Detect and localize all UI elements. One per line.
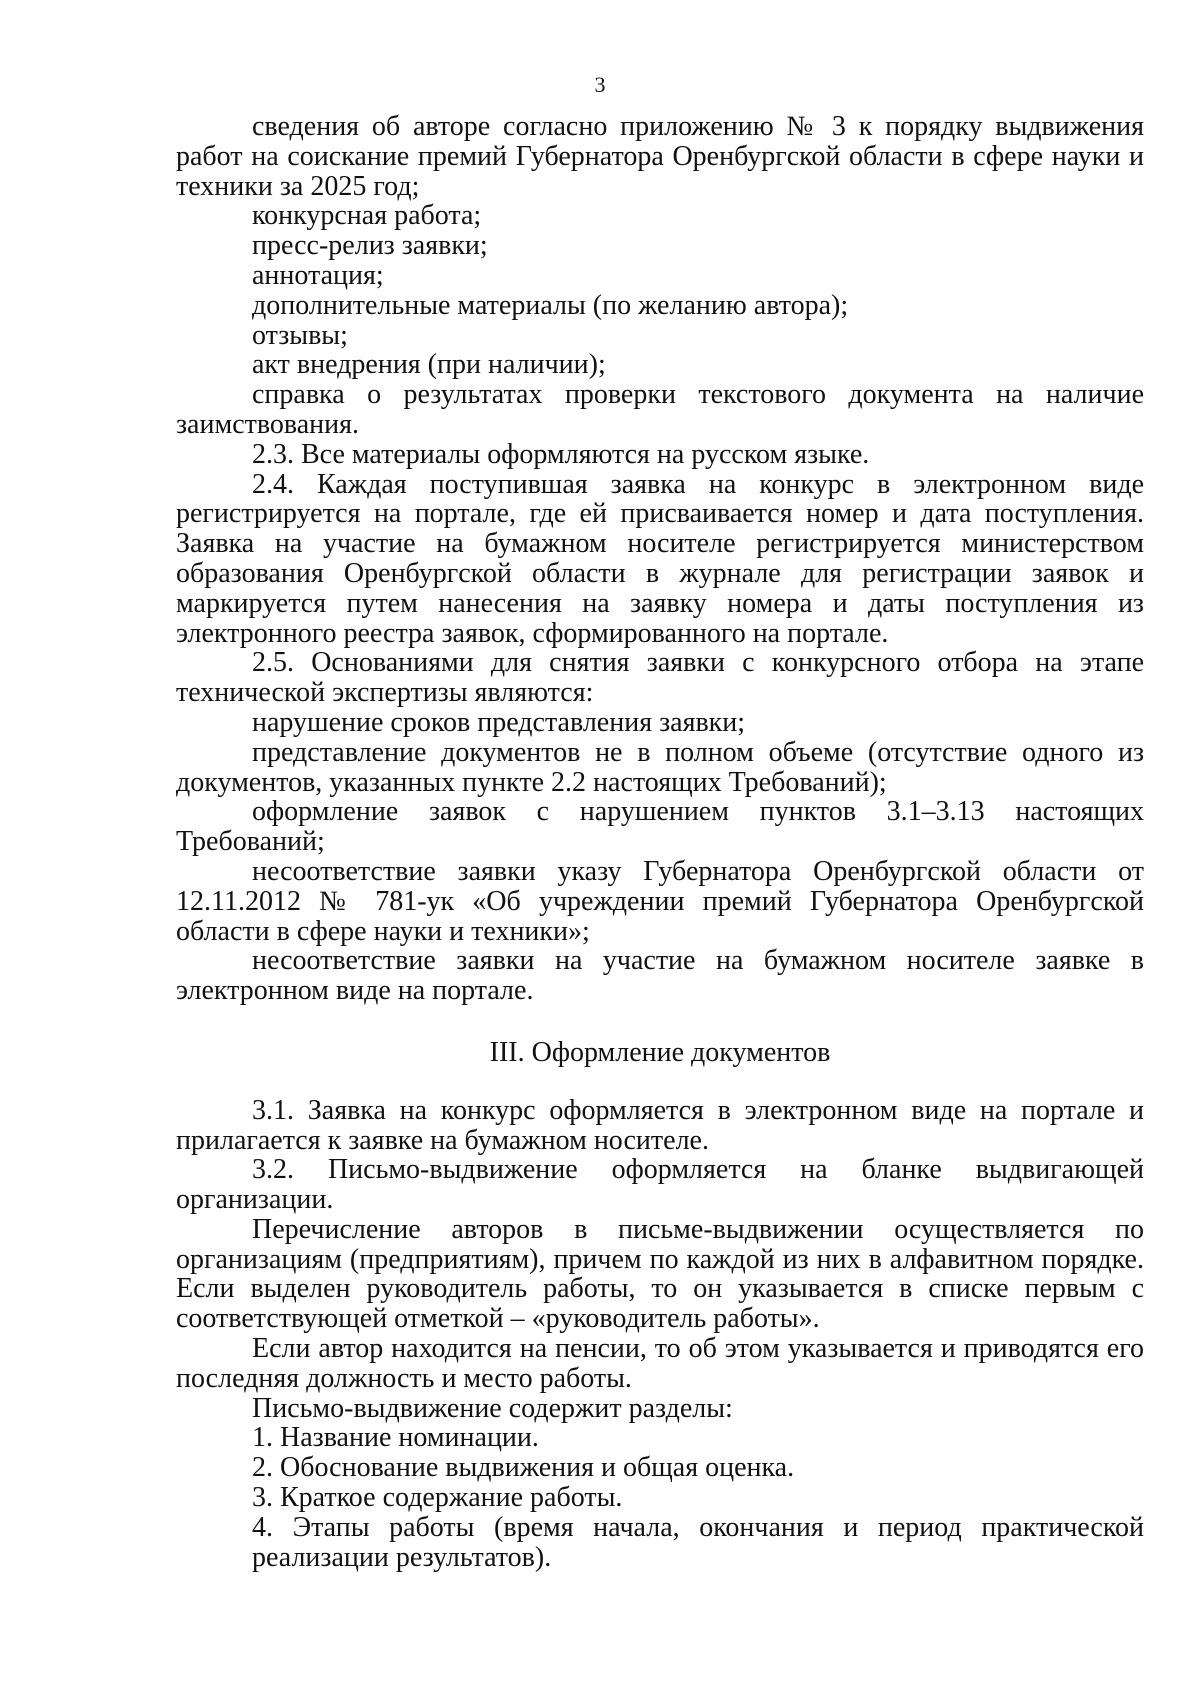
list-item: 3. Краткое содержание работы. [252,1482,623,1514]
paragraph-sections-intro: Письмо-выдвижение содержит разделы: [252,1392,733,1424]
list-item: несоответствие заявки указу Губернатора Оренбургской области от 12.11.2012 № 781-ук «Об учреждении премий Губернатора Оренбургской области в сфере науки и техники»; [176,855,1144,947]
list-item: 4. Этапы работы (время начала, окончания и период практической реализации результатов). [252,1511,1144,1573]
list-item: дополнительные материалы (по желанию автора); [252,289,849,321]
list-item: несоответствие заявки на участие на бумажном носителе заявке в электронном виде на портале. [176,945,1144,1007]
paragraph-2-3: 2.3. Все материалы оформляются на русском языке. [252,438,870,470]
list-item: отзывы; [252,319,348,351]
list-item: 1. Название номинации. [252,1422,539,1454]
list-item: оформление заявок с нарушением пунктов 3.1–3.13 настоящих Требований; [176,796,1144,858]
paragraph-authors-order: Перечисление авторов в письме-выдвижении осуществляется по организациям (предприятиям), причем по каждой из них в алфавитном порядке. Если выделен руководитель работы, то он указывается в списке первым с соответствующей отметкой – «руководитель работы». [176,1213,1144,1335]
paragraph-plagiarism-check: справка о результатах проверки текстового документа на наличие заимствования. [176,379,1144,440]
list-item: нарушение сроков представления заявки; [252,706,746,738]
page-number: 3 [594,72,606,97]
paragraph-2-5: 2.5. Основаниями для снятия заявки с конкурсного отбора на этапе технической экспертизы являются: [176,647,1144,709]
list-item: конкурсная работа; [252,200,482,232]
list-item: представление документов не в полном объеме (отсутствие одного из документов, указанных пункте 2.2 настоящих Требований); [176,736,1144,798]
paragraph-3-2: 3.2. Письмо-выдвижение оформляется на бланке выдвигающей организации. [176,1154,1144,1216]
list-item: акт внедрения (при наличии); [252,349,606,381]
section-heading: III. Оформление документов [489,1036,831,1068]
document-body [176,112,1144,1572]
list-item: аннотация; [252,259,384,291]
list-item: 2. Обоснование выдвижения и общая оценка. [252,1452,795,1484]
list-item: пресс-релиз заявки; [252,230,488,262]
paragraph-2-4: 2.4. Каждая поступившая заявка на конкурс в электронном виде регистрируется на портале, где ей присваивается номер и дата поступления. Заявка на участие на бумажном носителе регистрируется министерством образования Оренбургской области в журнале для регистрации заявок и маркируется путем нанесения на заявку номера и даты поступления из электронного реестра заявок, сформированного на портале. [176,468,1144,649]
paragraph-pension: Если автор находится на пенсии, то об этом указывается и приводятся его последняя должность и место работы. [176,1333,1144,1394]
paragraph-author-info: сведения об авторе согласно приложению № 3 к порядку выдвижения работ на соискание премий Губернатора Оренбургской области в сфере науки и техники за 2025 год; [176,111,1144,202]
paragraph-3-1: 3.1. Заявка на конкурс оформляется в электронном виде на портале и прилагается к заявке на бумажном носителе. [176,1094,1144,1156]
